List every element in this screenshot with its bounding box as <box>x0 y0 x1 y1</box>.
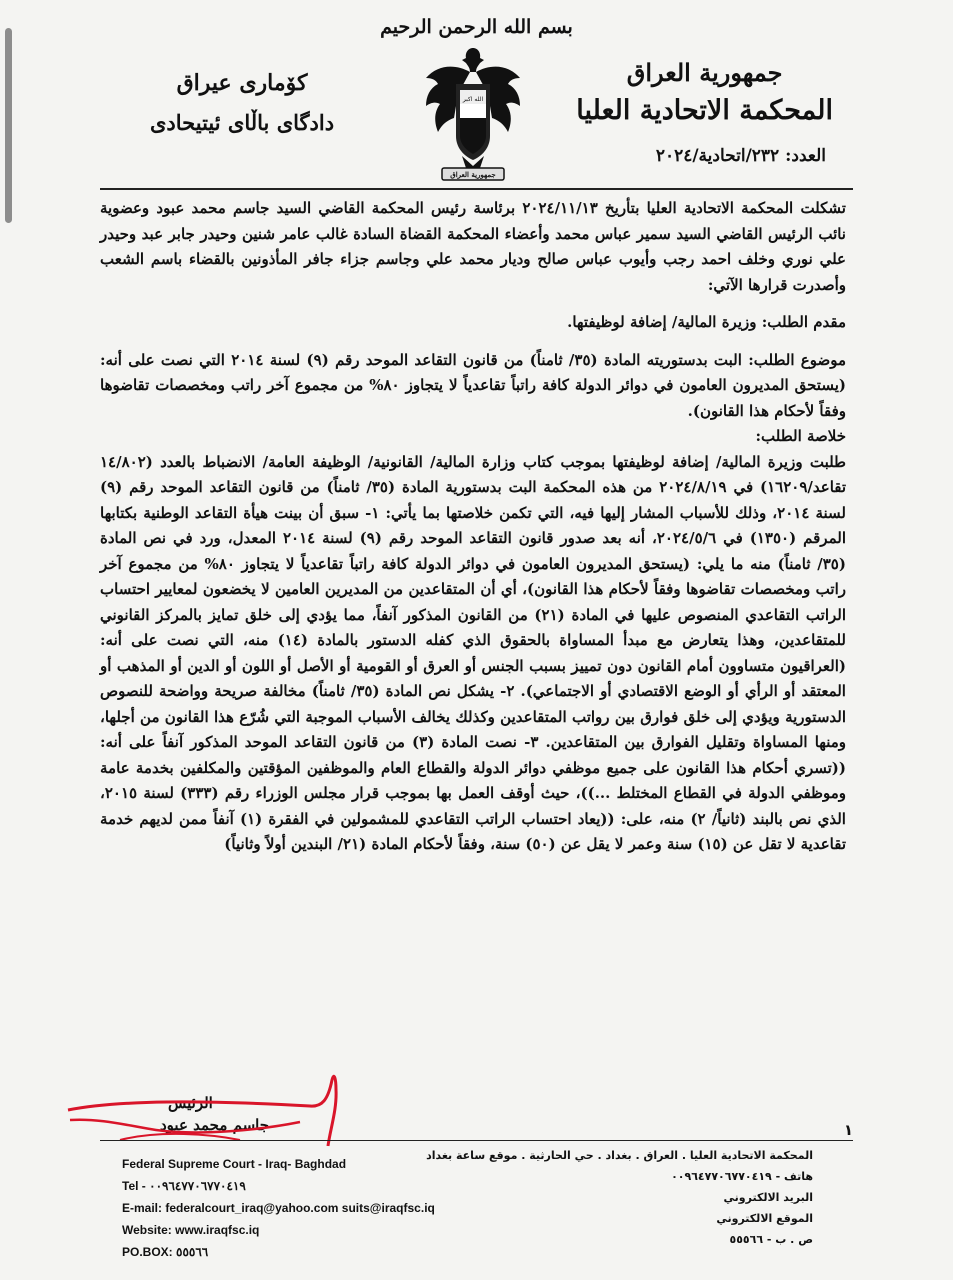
summary-paragraph: طلبت وزيرة المالية/ إضافة لوظيفتها بموجب كتاب وزارة المالية/ القانونية/ الوظيفة العامة/ الانضباط بالعدد (١٤/٨٠٢ تقاعد/١٦٢٠٩) في ٢٠٢٤/٨/١٩ من هذه المحكمة البت بدستورية المادة (٣٥/ ثامناً) من قانون التقاعد الموحد رقم (٩) لسنة ٢٠١٤، وذلك للأسباب المشار إليها فيه، التي تكمن خلاصتها بما يأتي: ١- سبق أن بينت هيأة التقاعد الوطنية بكتابها المرقم (١٣٥٠) في ٢٠٢٤/٥/٦، أنه بعد صدور قانون التقاعد الموحد رقم (٩) لسنة ٢٠١٤ المعدل، ورد في نص المادة (٣٥/ ثامناً) منه ما يلي: (يستحق المديرون العامون في دوائر الدولة كافة راتباً تقاعدياً لا يتجاوز ٨٠% من مجموع آخر راتب ومخصصات تقاضوها وفقاً لأحكام هذا القانون)، أي أن المتقاعدين من المديرين العامين لا يخضعون لمعايير احتساب الراتب التقاعدي المنصوص عليها في المادة (٢١) من القانون المذكور آنفاً، مما يؤدي إلى خلق تمايز بالمركز القانوني للمتقاعدين، وهذا يتعارض مع مبدأ المساواة بالحقوق الذي كفله الدستور بالمادة (١٤) منه، التي نصت على أنه: (العراقيون متساوون أمام القانون دون تمييز بسبب الجنس أو العرق أو القومية أو الأصل أو اللون أو الدين أو المذهب أو المعتقد أو الرأي أو الوضع الاقتصادي أو الاجتماعي). ٢- يشكل نص المادة (٣٥/ ثامناً) مخالفة صريحة وواضحة للنصوص الدستورية ويؤدي إلى خلق فوارق بين رواتب المتقاعدين وكذلك يخالف الأسباب الموجبة التي شُرّع هذا القانون من أجلها، ومنها المساواة وتقليل الفوارق بين المتقاعدين. ٣- نصت المادة (٣) من قانون التقاعد الموحد المذكور آنفاً على أنه: ((تسري أحكام هذا القانون على جميع موظفي دوائر الدولة والقطاع العام والموظفين المؤقتين والمكلفين بخدمة عامة وموظفي الدولة في القطاع المختلط ...))، حيث أوقف العمل بها بموجب قرار مجلس الوزراء رقم (٣٣٣) لسنة ٢٠١٥، الذي نص بالبند (ثانياً/ ٢) منه، على: ((يعاد احتساب الراتب التقاعدي للمشمولين في الفقرة (١) آنفاً ممن لديهم خدمة تقاعدية لا تقل عن (١٥) سنة وعمر لا يقل عن (٥٠) سنة، وفقاً لأحكام المادة (٢١/ البندين أولاً وثانياً) <box>100 452 847 853</box>
footer-ar-telephone: هاتف - ٠٠٩٦٤٧٧٠٦٧٧٠٤١٩ <box>671 1170 813 1183</box>
footer-website-label: Website: <box>122 1223 172 1237</box>
emblem-banner-text: الله اكبر <box>462 96 484 103</box>
signature-name: جاسم محمد عبود <box>160 1116 270 1134</box>
iraq-eagle-emblem-icon <box>418 44 528 184</box>
footer-english <box>122 1153 435 1263</box>
court-name: المحكمة الاتحادية العليا <box>576 95 833 126</box>
document-number: العدد: ٢٣٢/اتحادية/٢٠٢٤ <box>655 146 826 166</box>
footer-arabic <box>426 1145 813 1250</box>
header-right <box>576 58 833 126</box>
footer-court-address: Federal Supreme Court - Iraq- Baghdad <box>122 1157 347 1171</box>
footer-rule <box>100 1140 853 1141</box>
signature-title: الرئيس <box>168 1094 213 1112</box>
intro-paragraph: تشكلت المحكمة الاتحادية العليا بتأريخ ٢٠٢٤/١١/١٣ برئاسة رئيس المحكمة القاضي السيد جاسم محمد عبود وعضوية نائب الرئيس القاضي السيد سمير عباس محمد وأعضاء المحكمة القضاة السادة غالب عامر شنين وحيدر جابر عبد وحيدر علي نوري وخلف احمد رجب وأيوب عباس صالح وديار محمد علي وجاسم جزاء جافر المأذونين بالقضاء باسم الشعب وأصدرت قرارها الآتي: <box>100 199 846 294</box>
footer-website-link[interactable]: www.iraqfsc.iq <box>175 1223 260 1237</box>
court-name-kurdish: دادگای باڵای ئیتیحادی <box>150 110 335 135</box>
footer-email-link-secondary[interactable]: suits@iraqfsc.iq <box>341 1201 435 1215</box>
scrollbar[interactable] <box>5 28 12 223</box>
subject-paragraph: موضوع الطلب: البت بدستوريته المادة (٣٥/ ثامناً) من قانون التقاعد الموحد رقم (٩) لسنة ٢٠١٤ التي نصت على أنه: (يستحق المديرون العامون في دوائر الدولة كافة راتباً تقاعدياً لا يتجاوز ٨٠% من مجموع آخر راتب ومخصصات تقاضوها وفقاً لأحكام هذا القانون). <box>100 350 847 420</box>
basmala: بسم الله الرحمن الرحيم <box>380 16 573 38</box>
footer-email-link-primary[interactable]: federalcourt_iraq@yahoo.com <box>165 1201 339 1215</box>
footer-email-label: E-mail: <box>122 1201 163 1215</box>
footer-pobox: PO.BOX: ٥٥٥٦٦ <box>122 1245 209 1259</box>
footer-ar-address: المحكمة الاتحادية العليا . العراق . بغداد . حي الحارثية . موقع ساعة بغداد <box>426 1149 813 1162</box>
document-body <box>100 196 846 858</box>
country-name: جمهورية العراق <box>626 58 783 87</box>
summary-title: خلاصة الطلب: <box>755 427 846 445</box>
footer-ar-pobox: ص . ب - ٥٥٥٦٦ <box>729 1233 813 1246</box>
page-number: ١ <box>843 1121 853 1139</box>
footer-ar-website-label: الموقع الالكتروني <box>716 1212 813 1225</box>
header-left <box>150 70 334 135</box>
emblem-ribbon-text: جمهورية العراق <box>450 170 496 179</box>
footer-website-row <box>122 1219 435 1241</box>
handwritten-signature-icon <box>60 1070 380 1160</box>
footer-email-row <box>122 1197 435 1219</box>
footer-telephone: Tel - ٠٠٩٦٤٧٧٠٦٧٧٠٤١٩ <box>122 1179 246 1193</box>
footer-ar-email-label: البريد الالكتروني <box>723 1191 813 1204</box>
country-name-kurdish: كۆماری عیراق <box>176 70 308 96</box>
header-rule <box>100 188 853 190</box>
requester-paragraph: مقدم الطلب: وزيرة المالية/ إضافة لوظيفتها. <box>567 313 846 331</box>
